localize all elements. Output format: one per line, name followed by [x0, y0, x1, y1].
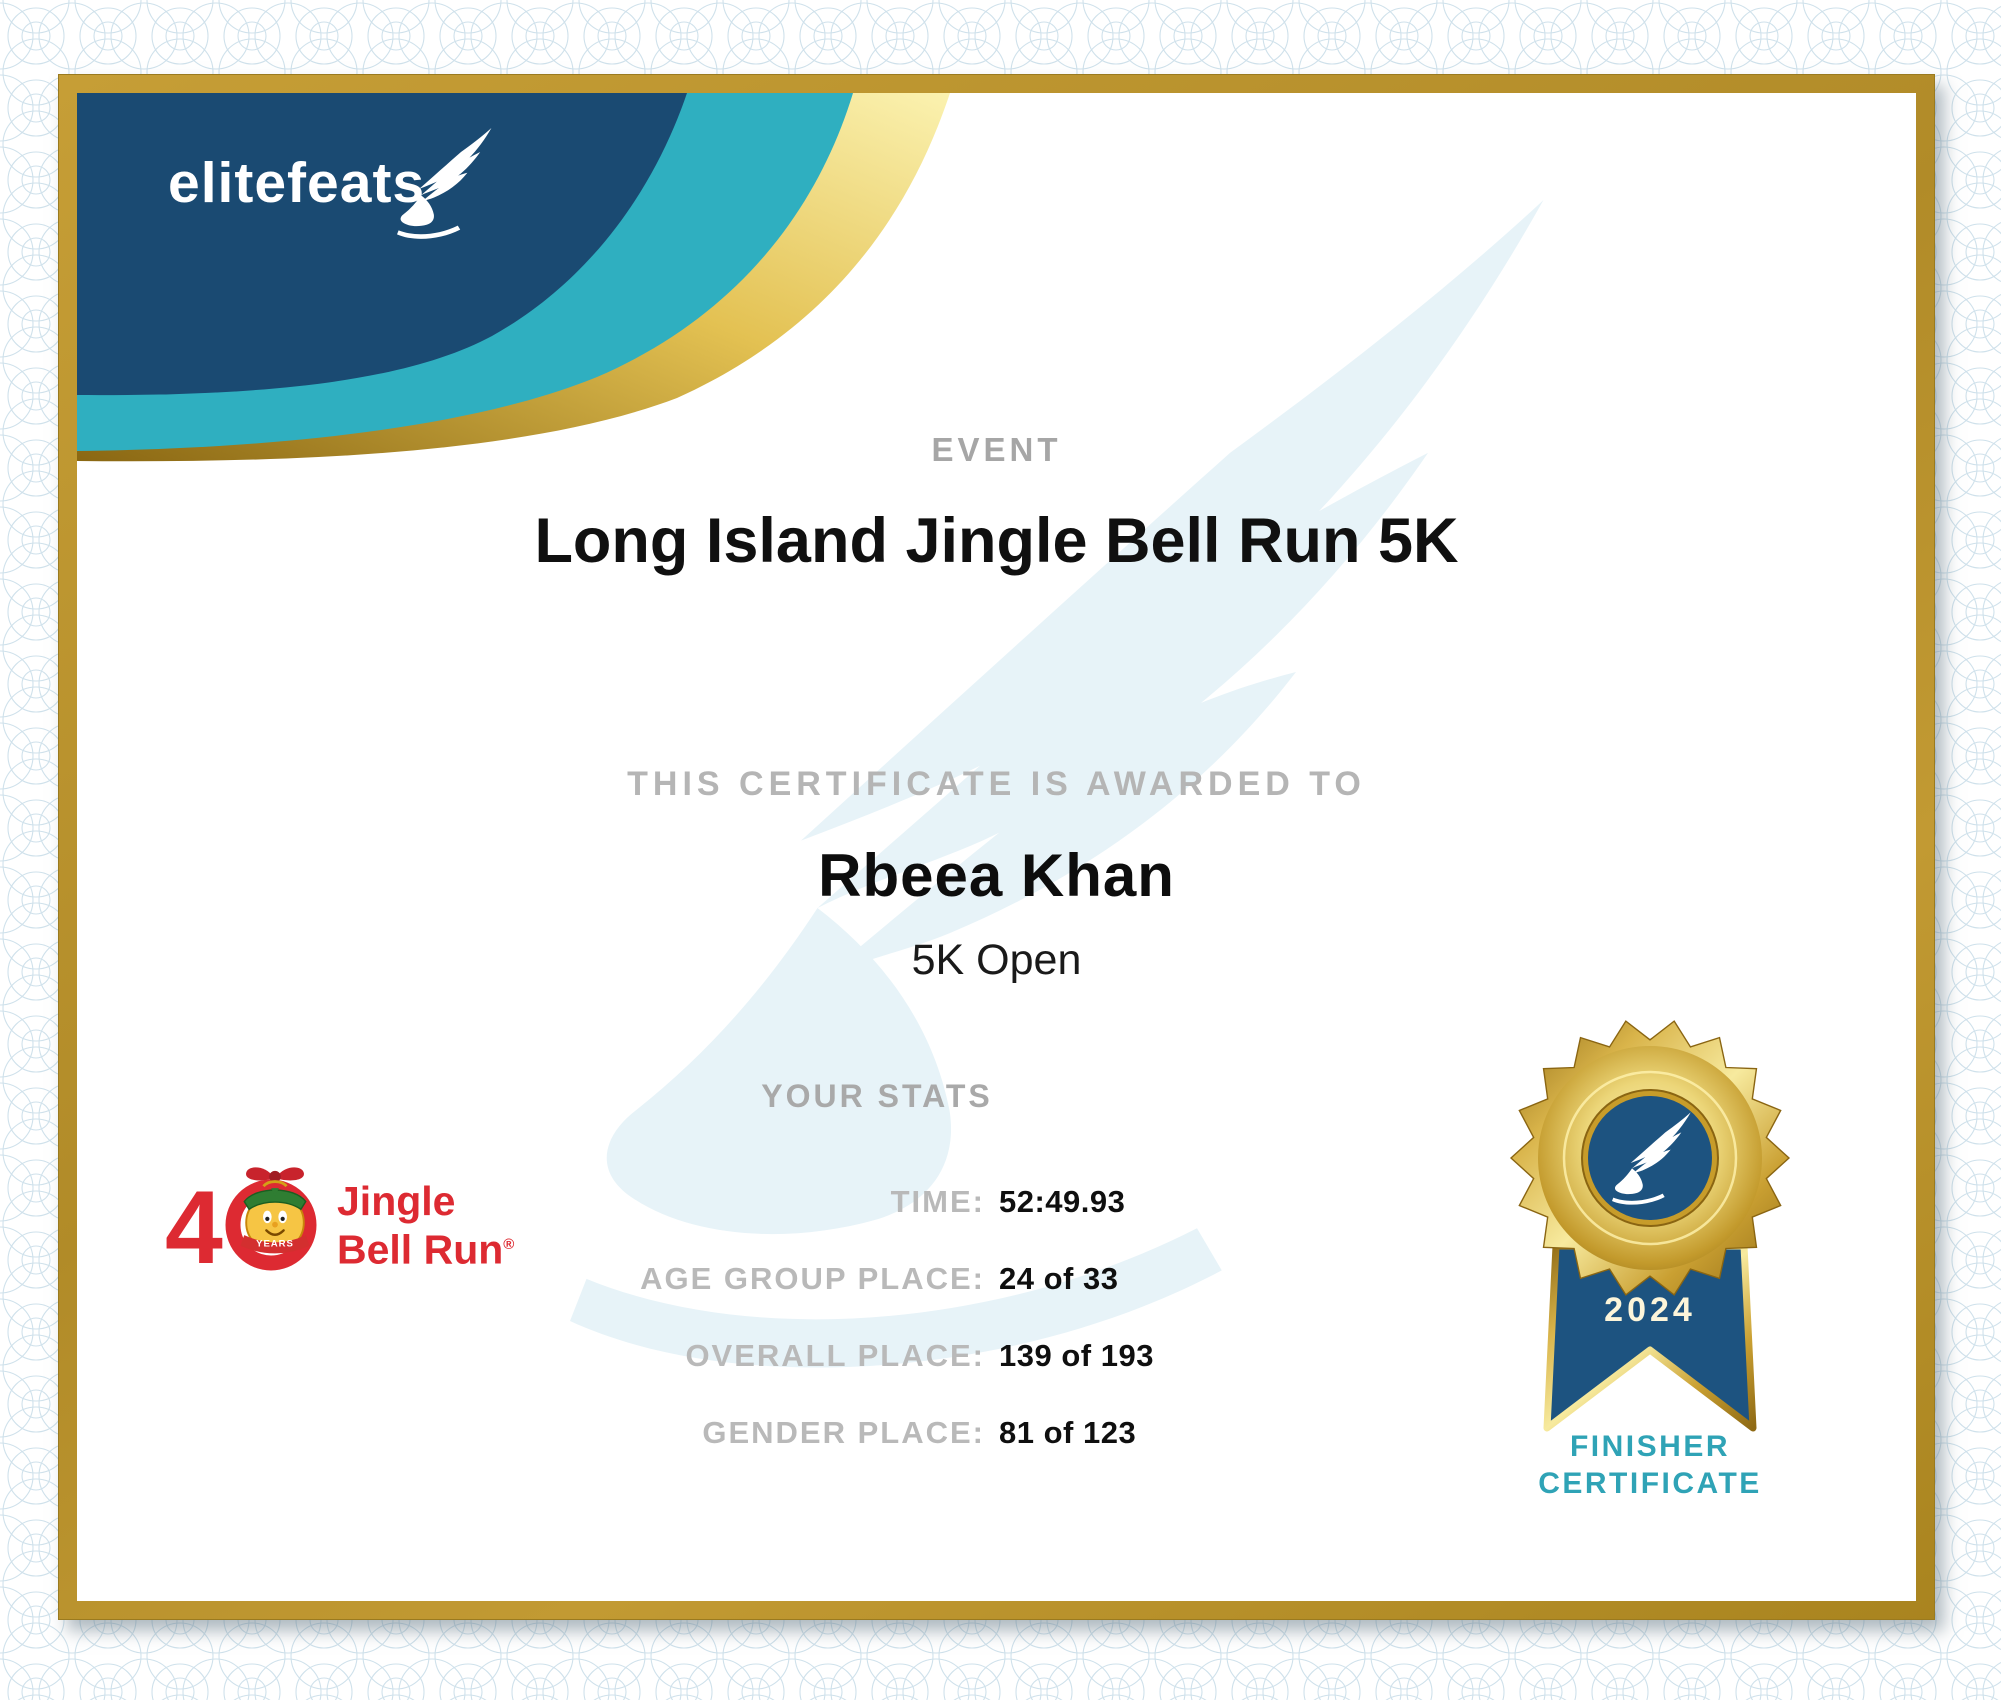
stat-row-overall-place [277, 1338, 1577, 1374]
stat-value: 139 of 193 [999, 1338, 1154, 1373]
sponsor-name-line1: Jingle [337, 1178, 456, 1224]
registered-mark: ® [503, 1236, 515, 1253]
medal-year: 2024 [1604, 1291, 1696, 1329]
gold-frame [58, 74, 1935, 1620]
anniversary-number: 4 [165, 1170, 219, 1286]
stat-value: 52:49.93 [999, 1184, 1126, 1219]
event-heading: EVENT [931, 431, 1062, 468]
event-title: Long Island Jingle Bell Run 5K [534, 506, 1459, 576]
finisher-medal [1490, 1008, 1810, 1488]
race-division: 5K Open [911, 936, 1082, 984]
finisher-caption-line2: CERTIFICATE [1538, 1467, 1762, 1500]
finisher-caption-line1: FINISHER [1569, 1430, 1730, 1463]
stat-label: TIME: [890, 1184, 985, 1219]
anniversary-caption: YEARS [256, 1238, 294, 1250]
sponsor-name-line2: Bell Run [337, 1226, 504, 1273]
stat-label: OVERALL PLACE: [685, 1338, 985, 1373]
recipient-name: Rbeea Khan [818, 842, 1175, 909]
awarded-heading: THIS CERTIFICATE IS AWARDED TO [627, 765, 1366, 803]
stat-label: AGE GROUP PLACE: [640, 1261, 985, 1296]
winged-foot-icon [397, 128, 493, 240]
stat-value: 81 of 123 [999, 1415, 1137, 1450]
finisher-caption [1490, 1428, 1810, 1502]
bell-mascot-icon [227, 1161, 323, 1269]
stats-heading: YOUR STATS [761, 1078, 993, 1114]
jingle-bell-run-logo [165, 1170, 525, 1290]
stat-label: GENDER PLACE: [702, 1415, 985, 1450]
stat-value: 24 of 33 [999, 1261, 1119, 1296]
stat-row-gender-place [277, 1415, 1577, 1451]
certificate-panel [77, 93, 1916, 1601]
sponsor-name [337, 1179, 514, 1272]
brand-wordmark: elitefeats [168, 151, 426, 215]
